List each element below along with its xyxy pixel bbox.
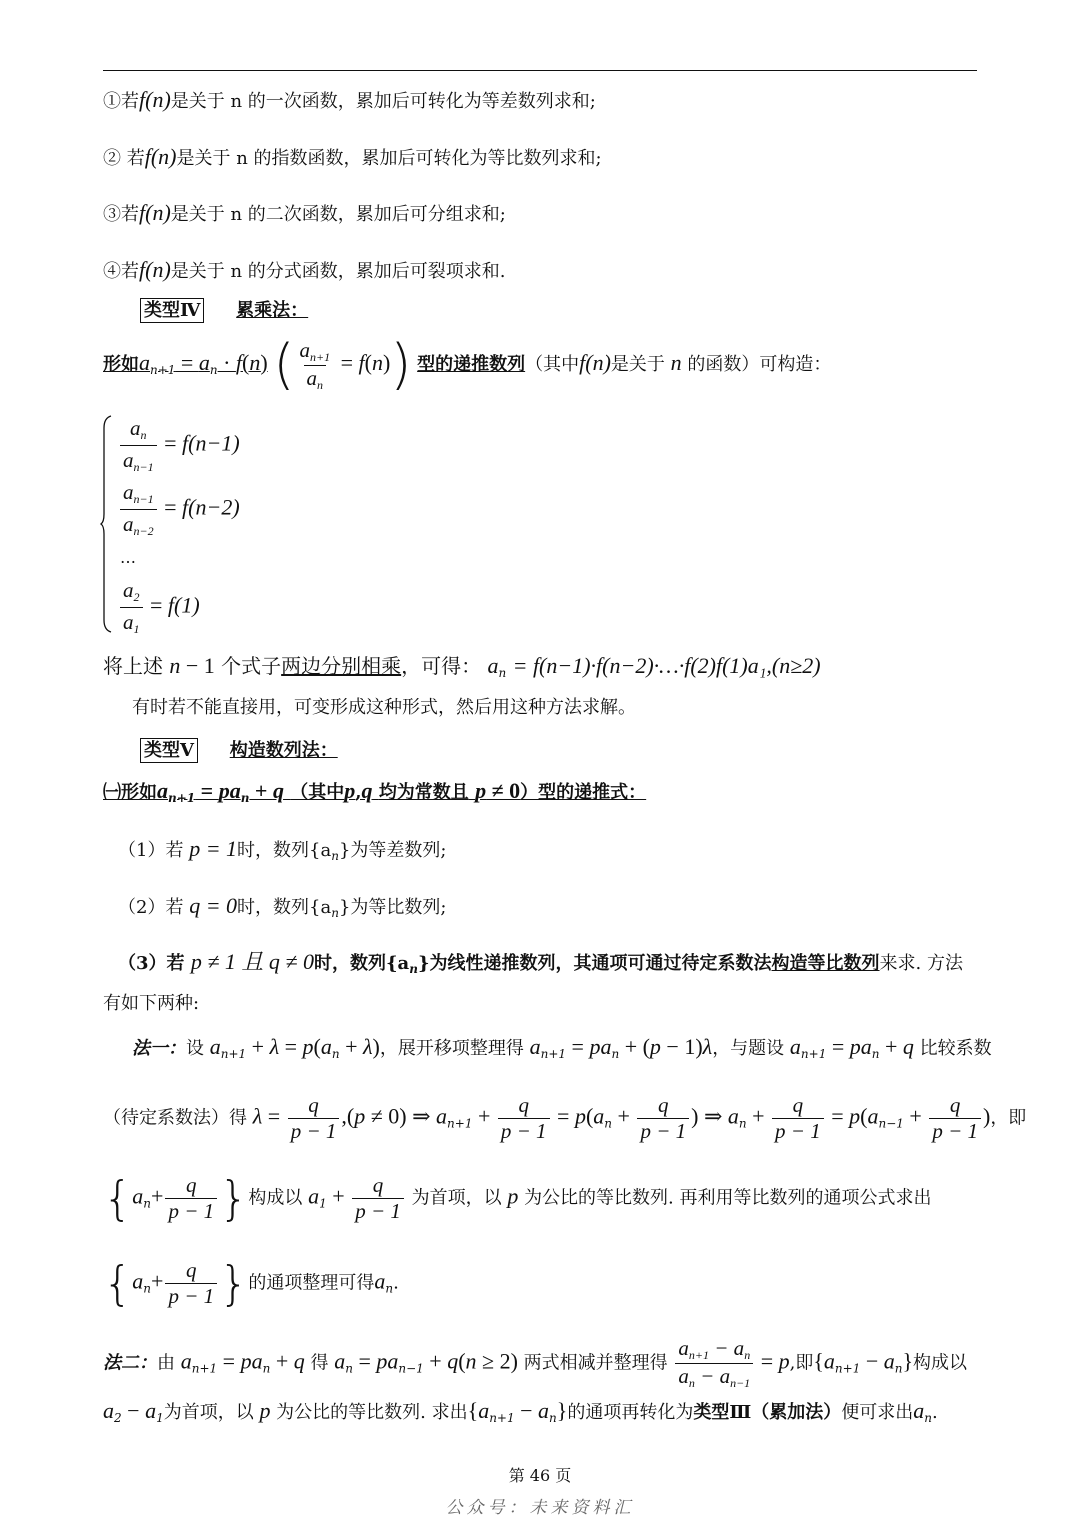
method-two-line2: $a_2 - a_1$为首项，以 p 为公比的等比数列. 求出$\{a_{n+1} - a_n\}$的通项再转化为类型Ⅲ（累加法）便可求出$a_n$.	[103, 1398, 938, 1425]
method-one-line4: {$a_n+$ $\frac{q}{p - 1}$ }的通项整理可得$a_n$.	[103, 1256, 399, 1311]
item-3: ③若f(n)是关于 n 的二次函数，累加后可分组求和;	[103, 200, 506, 225]
system-row-4: $\frac{a_2}{a_1}$ = f(1)	[118, 578, 200, 637]
type4-method: 累乘法：	[236, 300, 309, 321]
type5-label: 类型Ⅴ	[140, 738, 198, 763]
method-one-derivation: （待定系数法）得 λ = $\frac{q}{p - 1}$ ,(p ≠ 0) ⇒ $a_{n+1}$ + $\frac{q}{p - 1}$ = $p(a_n$ + $\frac{q}{p - 1}$ ) ⇒ $a_n$ + $\frac{q}{p - 1}$ = $p(a_{n-1}$ + $\frac{q}{p - 1}$ )，即	[103, 1093, 1027, 1143]
type5-method: 构造数列法：	[229, 740, 338, 761]
system-row-1: $\frac{a_n}{a_{n-1}}$ = f(n−1)	[118, 416, 240, 475]
multiply-line: 将上述 n − 1 个式子两边分别相乘，可得： $a_n$ = f(n−1)·f(n−2)·…·f(2)f(1)a₁,(n≥2)	[103, 653, 821, 680]
type5-heading	[140, 742, 338, 760]
method-one: 法一：设 $a_{n+1} + \lambda = p(a_n + \lambda)$，展开移项整理得 $a_{n+1} = pa_n + (p - 1)\lambda$，与题设 $a_{n+1} = pa_n + q$ 比较系数	[132, 1034, 992, 1061]
item-2: ② 若f(n)是关于 n 的指数函数，累加后可转化为等比数列求和;	[103, 144, 602, 169]
left-brace	[100, 414, 112, 634]
item-1: ①若f(n)是关于 n 的一次函数，累加后可转化为等差数列求和;	[103, 87, 596, 112]
type5-definition: ㈠形如$a_{n+1} = pa_n + q$ （其中p,q 均为常数且 p ≠ 0）型的递推式：	[103, 778, 647, 805]
case-3: （3）若 p ≠ 1 且 q ≠ 0时，数列$\{a_n\}$为线性递推数列，其通项可通过待定系数法构造等比数列来求. 方法	[118, 949, 963, 976]
method-one-line3: {$a_n+$ $\frac{q}{p - 1}$ }构成以 $a_1$ + $\frac{q}{p - 1}$ 为首项，以 p 为公比的等比数列. 再利用等比数列的通项公式求出	[103, 1171, 932, 1226]
method-two: 法二：由 $a_{n+1} = pa_n + q$ 得 $a_n = pa_{n-1} + q(n \ge 2)$ 两式相减并整理得 $\frac{a_{n+1} - a_n}{a_n - a_{n-1}}$ = p,即$\{a_{n+1} - a_n\}$构成以	[103, 1336, 968, 1390]
top-rule	[103, 70, 977, 71]
type4-heading	[140, 302, 308, 320]
page-number: 第 46 页	[508, 1466, 572, 1485]
system-ellipsis: …	[120, 548, 136, 567]
case-3-cont: 有如下两种:	[103, 993, 200, 1014]
hint-text: 有时若不能直接用，可变形成这种形式，然后用这种方法求解。	[132, 697, 636, 718]
case-1: （1）若 p = 1时，数列$\{a_n\}$为等差数列;	[118, 836, 447, 863]
type4-definition: 形如$a_{n+1} = a_n \cdot f(n)$ ( $\frac{a_{n+1}}{a_n}$ = f(n)) 型的递推数列（其中f(n)是关于 n 的函数）可构造：	[103, 333, 832, 396]
type4-label: 类型Ⅳ	[140, 298, 204, 323]
system-row-2: $\frac{a_{n-1}}{a_{n-2}}$ = f(n−2)	[118, 480, 240, 539]
watermark: 公众号：未来资料汇	[445, 1498, 635, 1518]
item-4: ④若f(n)是关于 n 的分式函数，累加后可裂项求和.	[103, 257, 506, 282]
case-2: （2）若 q = 0时，数列$\{a_n\}$为等比数列;	[118, 893, 447, 920]
